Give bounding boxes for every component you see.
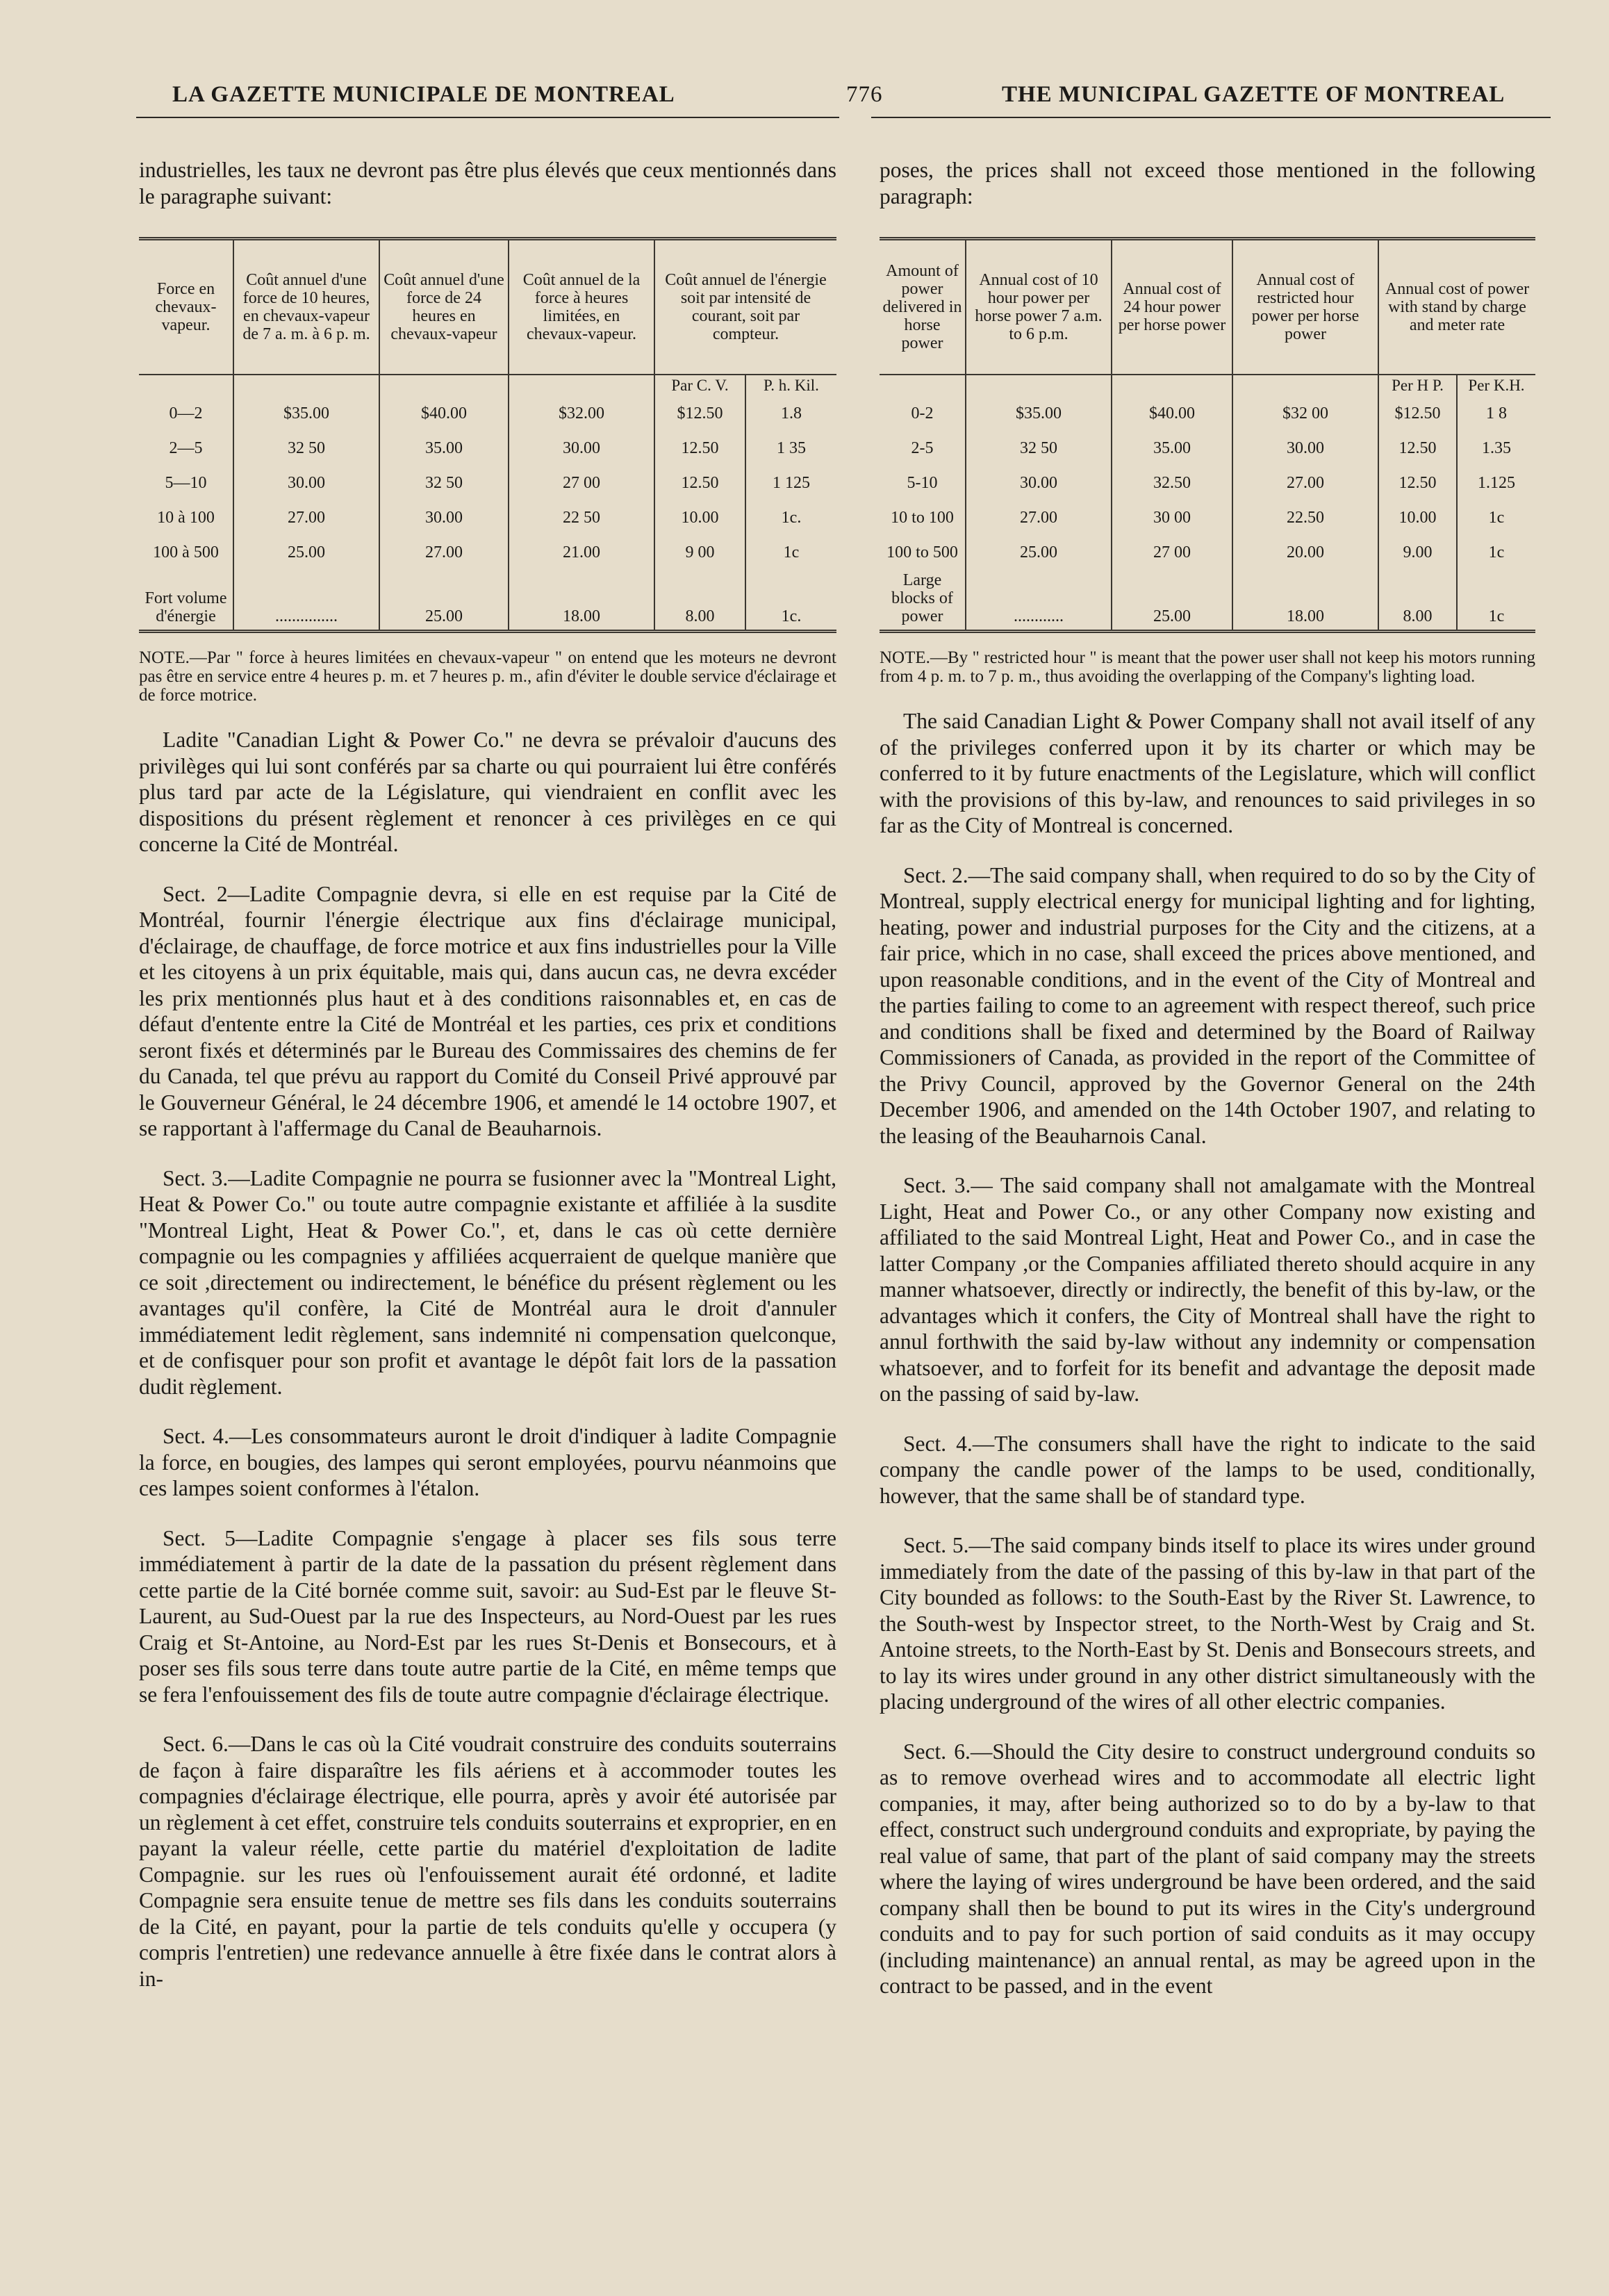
table-cell: 18.00 [1232, 570, 1378, 632]
french-table-note: NOTE.—Par " force à heures limitées en chevaux-vapeur " on entend que les moteurs ne devront pas être en service entre 4 heures p. m. et 7 heures p. m., afin d'éviter le double service d'éclairage et de force motrice. [139, 648, 836, 705]
french-col-limited: Coût annuel de la force à heures limitées, en chevaux-vapeur. [509, 239, 654, 375]
table-cell: 27.00 [233, 500, 379, 535]
table-row [880, 535, 1535, 570]
table-cell: 30.00 [509, 431, 654, 466]
french-column [139, 157, 836, 2015]
page-number: 776 [846, 82, 883, 107]
table-cell: 10 à 100 [157, 509, 215, 527]
table-cell: 10.00 [654, 500, 745, 535]
table-cell: 1c [1457, 570, 1535, 632]
table-cell: $32.00 [509, 396, 654, 431]
english-section-3: Sect. 3.— The said company shall not amalgamate with the Montreal Light, Heat and Power Co., or any other Company now existing and affiliated to the said Montreal Light, Heat and Power Co., and in case the latter Company ,or the Companies affiliated thereto should acquire in any manner whatsoever, directly or indirectly, the benefit of this by-law, or the advantages which it confers, the City of Montreal shall have the right to annul forthwith the said by-law without any indemnity or compensation whatsoever, and to forfeit for its benefit and advantage the deposit made on the passing of said by-law. [880, 1173, 1535, 1406]
table-cell: 35.00 [1112, 431, 1232, 466]
french-col-24h: Coût annuel d'une force de 24 heures en chevaux-vapeur [379, 239, 509, 375]
english-paragraph: The said Canadian Light & Power Company shall not avail itself of any of the privileges conferred upon it by its charter or which may be conferred to it by future enactments of the Legislature, which will conflict with the provisions of this by-law, and renounces to said privileges in so far as the City of Montreal is concerned. [880, 709, 1535, 837]
table-row [139, 570, 836, 632]
table-cell: 32 50 [966, 431, 1112, 466]
english-unit-per-kh: Per K.H. [1457, 375, 1535, 396]
table-cell: 21.00 [509, 535, 654, 570]
table-cell: 27 00 [509, 466, 654, 500]
english-section-6: Sect. 6.—Should the City desire to construct underground conduits so as to remove overhead wires and to accommodate all electric light companies, it may, after being authorized so to do by a by-law to that effect, construct such underground conduits and expropriate, by paying the real value of same, that part of the plant of said company may the streets where the laying of wires underground be have been ordered, and the said company shall then be bound to put its wires in the City's underground conduits and to pay for such portion of said conduits as it may occupy (including maintenance) an annual rental, as may be agreed upon in the contract to be passed, and in the event [880, 1739, 1535, 1998]
table-row [139, 431, 836, 466]
table-row [880, 500, 1535, 535]
table-cell: 12.50 [654, 466, 745, 500]
table-cell: 0-2 [911, 404, 934, 423]
table-cell: $40.00 [379, 396, 509, 431]
table-cell: 35.00 [379, 431, 509, 466]
table-cell: 32.50 [1112, 466, 1232, 500]
table-cell: 5—10 [165, 474, 207, 492]
table-cell: 1 35 [745, 431, 836, 466]
table-row [139, 466, 836, 500]
table-cell: 100 to 500 [886, 543, 958, 561]
table-cell: 27.00 [379, 535, 509, 570]
table-cell: $12.50 [1378, 396, 1457, 431]
table-cell: 1c [1457, 535, 1535, 570]
french-section-6: Sect. 6.—Dans le cas où la Cité voudrait construire des conduits souterrains de façon à faire disparaître les fils aériens et à accommoder toutes les compagnies d'éclairage électrique, elle pourra, après y avoir été autorisée par un règlement à cet effet, construire tels conduits souterrains et exproprier, en en payant la valeur réelle, cette partie du matériel d'exploitation de ladite Compagnie. sur les rues où l'enfouissement aurait été ordonné, et ladite Compagnie sera ensuite tenue de mettre ses fils dans les conduits souterrains de la Cité, en payant, pour la partie de tels conduits qu'elle y occupera (y compris l'entretien) une redevance annuelle à être fixée dans le contrat alors à in- [139, 1732, 836, 1991]
french-intro: industrielles, les taux ne devront pas être plus élevés que ceux mentionnés dans le paragraphe suivant: [139, 158, 836, 208]
table-cell: $35.00 [233, 396, 379, 431]
table-cell: 25.00 [379, 570, 509, 632]
french-unit-per-hp: Par C. V. [654, 375, 745, 396]
table-row [139, 535, 836, 570]
table-cell: 27 00 [1112, 535, 1232, 570]
english-section-5: Sect. 5.—The said company binds itself to place its wires under ground immediately from the date of the passing of this by-law in that part of the City bounded as follows: to the South-East by the River St. Lawrence, to the South-west by Inspector street, to the North-West by Craig and St. Antoine streets, to the North-East by St. Denis and Bonsecours streets, and to lay its wires under ground in any other district simultaneously with the placing underground of the wires of all other electric companies. [880, 1533, 1535, 1714]
table-row [880, 570, 1535, 632]
table-cell: 30 00 [1112, 500, 1232, 535]
table-cell: 27.00 [966, 500, 1112, 535]
table-cell: 30.00 [379, 500, 509, 535]
table-row [880, 466, 1535, 500]
table-cell: Large blocks of power [880, 570, 966, 632]
table-cell: 25.00 [966, 535, 1112, 570]
french-section-5: Sect. 5—Ladite Compagnie s'engage à placer ses fils sous terre immédiatement à partir de la date de la passation du présent règlement dans cette partie de la Cité bornée comme suit, savoir: au Sud-Est par le fleuve St-Laurent, au Sud-Ouest par la rue des Inspecteurs, au Nord-Ouest par les rues Craig et St-Antoine, au Nord-Est par les rues St-Denis et Bonsecours, et à poser ses fils sous terre dans toute autre partie de la Cité, en même temps que se fera l'enfouissement des fils de toute autre compagnie d'éclairage électrique. [139, 1525, 836, 1707]
french-rate-table [139, 237, 836, 633]
table-cell: 1 125 [745, 466, 836, 500]
table-cell: 9 00 [654, 535, 745, 570]
table-cell: 12.50 [1378, 466, 1457, 500]
table-row [139, 396, 836, 431]
french-col-10h: Coût annuel d'une force de 10 heures, en chevaux-vapeur de 7 a. m. à 6 p. m. [233, 239, 379, 375]
table-cell: 22.50 [1232, 500, 1378, 535]
table-cell: 1c. [745, 500, 836, 535]
english-col-amount: Amount of power delivered in horse power [880, 239, 966, 375]
english-col-standby: Annual cost of power with stand by charge and meter rate [1378, 239, 1535, 375]
english-rate-table [880, 237, 1535, 633]
english-col-restricted: Annual cost of restricted hour power per horse power [1232, 239, 1378, 375]
english-section-2: Sect. 2.—The said company shall, when required to do so by the City of Montreal, supply electrical energy for municipal lighting and for lighting, heating, power and industrial purposes for the City and the citizens, at a fair price, which in no case, shall exceed the prices above mentioned, and upon reasonable conditions, and in the event of the City of Montreal and the parties failing to come to an agreement with respect thereof, such price and conditions shall be fixed and determined by the Board of Railway Commissioners of Canada, as provided in the report of the Committee of the Privy Council, approved by the Governor General on the 24th December 1906, and amended on the 14th October 1907, and relating to the leasing of the Beauharnois Canal. [880, 862, 1535, 1148]
french-section-3: Sect. 3.—Ladite Compagnie ne pourra se fusionner avec la "Montreal Light, Heat & Power Co." ou toute autre compagnie existante et affiliée à la susdite "Montreal Light, Heat & Power Co.", et, dans le cas où cette dernière compagnie ou les compagnies y affiliées acquerraient de quelque manière que ce soit ,directement ou indirectement, le bénéfice du présent règlement ou les avantages qu'il confère, la Cité de Montréal aura le droit d'annuler immédiatement ledit règlement, sans indemnité ni compensation quelconque, et de confisquer pour son profit et avantage le dépôt fait lors de la passation dudit règlement. [139, 1165, 836, 1399]
table-cell: $40.00 [1112, 396, 1232, 431]
french-col-force: Force en chevaux-vapeur. [139, 239, 233, 375]
table-cell: 1c. [745, 570, 836, 632]
table-cell: 0—2 [169, 404, 203, 423]
table-cell: ............ [966, 570, 1112, 632]
table-cell: 2—5 [169, 439, 203, 457]
table-cell: 8.00 [1378, 570, 1457, 632]
table-cell: 27.00 [1232, 466, 1378, 500]
french-unit-per-kwh: P. h. Kil. [745, 375, 836, 396]
table-cell: 10 to 100 [891, 509, 954, 527]
french-col-energy: Coût annuel de l'énergie soit par intensité de courant, soit par compteur. [654, 239, 836, 375]
french-section-2: Sect. 2—Ladite Compagnie devra, si elle en est requise par la Cité de Montréal, fournir l'énergie électrique aux fins d'éclairage municipal, d'éclairage, de chauffage, de force motrice et aux fins industrielles pour la Ville et les citoyens à un prix équitable, mais qui, dans aucun cas, ne devra excéder les prix mentionnés plus haut et à des conditions raisonnables et, en cas de défaut d'entente entre la Cité de Montréal et les parties, ces prix et conditions seront fixés et déterminés par le Bureau des Commissaires des chemins de fer du Canada, tel que prévu au rapport du Comité du Conseil Privé approuvé par le Gouverneur Général, le 24 décembre 1906, et amendé le 14 octobre 1907, et se rapportant à l'affermage du Canal de Beauharnois. [139, 881, 836, 1140]
header-rule-right [871, 117, 1551, 118]
english-table-note: NOTE.—By " restricted hour " is meant that the power user shall not keep his motors running from 4 p. m. to 7 p. m., thus avoiding the overlapping of the Company's lighting load. [880, 648, 1535, 686]
table-cell: $35.00 [966, 396, 1112, 431]
table-cell: 30.00 [1232, 431, 1378, 466]
table-row [880, 396, 1535, 431]
table-cell: 1.125 [1457, 466, 1535, 500]
table-cell: 32 50 [233, 431, 379, 466]
table-row [880, 431, 1535, 466]
table-cell: 1.35 [1457, 431, 1535, 466]
english-col-24h: Annual cost of 24 hour power per horse power [1112, 239, 1232, 375]
table-cell: 22 50 [509, 500, 654, 535]
header-title-english: THE MUNICIPAL GAZETTE OF MONTREAL [1002, 82, 1505, 107]
table-cell: Fort volume d'énergie [139, 570, 233, 632]
table-cell: 100 à 500 [153, 543, 219, 561]
english-col-10h: Annual cost of 10 hour power per horse power 7 a.m. to 6 p.m. [966, 239, 1112, 375]
table-cell: 20.00 [1232, 535, 1378, 570]
table-row [139, 500, 836, 535]
table-cell: 30.00 [233, 466, 379, 500]
table-cell: 2-5 [911, 439, 934, 457]
table-cell: 12.50 [1378, 431, 1457, 466]
table-cell: $32 00 [1232, 396, 1378, 431]
table-cell: 1c [745, 535, 836, 570]
english-section-4: Sect. 4.—The consumers shall have the right to indicate to the said company the candle power of the lamps to be used, conditionally, however, that the same shall be of standard type. [880, 1431, 1535, 1508]
table-cell: 30.00 [966, 466, 1112, 500]
table-cell: 10.00 [1378, 500, 1457, 535]
table-cell: 8.00 [654, 570, 745, 632]
table-cell: 25.00 [233, 535, 379, 570]
table-cell: 12.50 [654, 431, 745, 466]
table-cell: $12.50 [654, 396, 745, 431]
table-cell: 32 50 [379, 466, 509, 500]
english-intro: poses, the prices shall not exceed those mentioned in the following paragraph: [880, 158, 1535, 208]
french-paragraph: Ladite "Canadian Light & Power Co." ne devra se prévaloir d'aucuns des privilèges qui lui sont conférés par sa charte ou qui pourraient lui être conférés plus tard par acte de la Législature, qui viendraient en conflit avec les dispositions du présent règlement et renoncer à ces privilèges en ce qui concerne la Cité de Montréal. [139, 728, 836, 856]
english-unit-per-hp: Per H P. [1378, 375, 1457, 396]
table-cell: 25.00 [1112, 570, 1232, 632]
table-cell: 9.00 [1378, 535, 1457, 570]
table-cell: 1c [1457, 500, 1535, 535]
header-rule-left [136, 117, 839, 118]
table-cell: 18.00 [509, 570, 654, 632]
table-cell: ............... [233, 570, 379, 632]
table-cell: 5-10 [907, 474, 938, 492]
header-title-french: LA GAZETTE MUNICIPALE DE MONTREAL [172, 82, 675, 107]
english-column [880, 157, 1535, 2023]
table-cell: 1.8 [745, 396, 836, 431]
table-cell: 1 8 [1457, 396, 1535, 431]
french-section-4: Sect. 4.—Les consommateurs auront le droit d'indiquer à ladite Compagnie la force, en bougies, des lampes qui seront employées, pourvu néanmoins que ces lampes soient conformes à l'étalon. [139, 1424, 836, 1500]
